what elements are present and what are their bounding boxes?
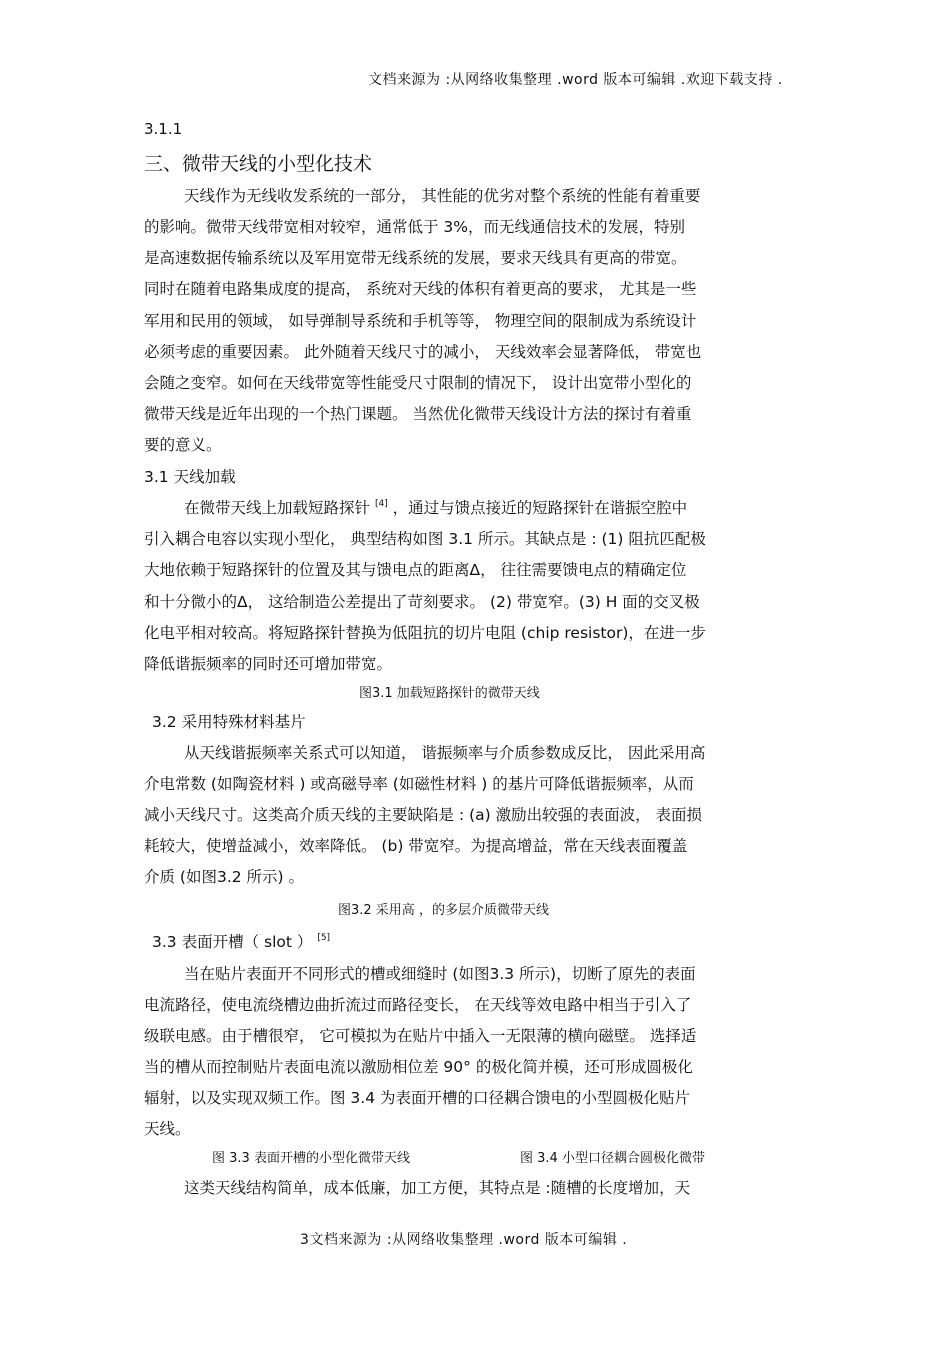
text-line: 要的意义。 xyxy=(144,436,222,454)
text-line: 介电常数 (如陶瓷材料 ) 或高磁导率 (如磁性材料 ) 的基片可降低谐振频率，从而 xyxy=(144,775,694,793)
text-line: 和十分微小的Δ， 这给制造公差提出了苛刻要求。 (2) 带宽窄。(3) H 面的交叉极 xyxy=(144,593,700,611)
section-heading-3-2: 3.2 采用特殊材料基片 xyxy=(152,713,306,731)
text-line: 辐射，以及实现双频工作。图 3.4 为表面开槽的口径耦合馈电的小型圆极化贴片 xyxy=(144,1089,691,1107)
text-line: 级联电感。由于槽很窄， 它可模拟为在贴片中插入一无限薄的横向磁壁。 选择适 xyxy=(144,1027,697,1045)
text-line: 介质 (如图3.2 所示) 。 xyxy=(144,868,305,886)
figure-caption-3-1: 图3.1 加载短路探针的微带天线 xyxy=(359,686,540,701)
figure-caption-3-3: 图 3.3 表面开槽的小型化微带天线 xyxy=(212,1151,410,1166)
text-line: 当的槽从而控制贴片表面电流以激励相位差 90° 的极化简并模，还可形成圆极化 xyxy=(144,1058,693,1076)
page-footer: 3文档来源为 :从网络收集整理 .word 版本可编辑 . xyxy=(300,1232,628,1248)
text-line: 的影响。微带天线带宽相对较窄，通常低于 3%，而无线通信技术的发展，特别 xyxy=(144,218,686,236)
section-heading-3-1: 3.1 天线加载 xyxy=(144,468,236,486)
text-line: 是高速数据传输系统以及军用宽带无线系统的发展，要求天线具有更高的带宽。 xyxy=(144,249,687,267)
text-line: 微带天线是近年出现的一个热门课题。 当然优化微带天线设计方法的探讨有着重 xyxy=(144,405,692,423)
text-line: 减小天线尺寸。这类高介质天线的主要缺陷是 : (a) 激励出较强的表面波， 表面损 xyxy=(144,806,703,824)
heading-text: 3.3 表面开槽（ slot ） xyxy=(152,933,313,951)
text-fragment: ，通过与馈点接近的短路探针在谐振空腔中 xyxy=(392,499,688,517)
section-number: 3.1.1 xyxy=(144,120,183,138)
text-line: 同时在随着电路集成度的提高， 系统对天线的体积有着更高的要求， 尤其是一些 xyxy=(144,280,697,298)
main-heading: 三、微带天线的小型化技术 xyxy=(144,153,373,175)
citation-ref[interactable]: [4] xyxy=(374,499,388,509)
text-fragment: 在微带天线上加载短路探针 xyxy=(184,499,371,517)
page-header: 文档来源为 :从网络收集整理 .word 版本可编辑 .欢迎下载支持 . xyxy=(368,72,783,88)
figure-caption-3-4: 图 3.4 小型口径耦合圆极化微带 xyxy=(520,1151,705,1166)
text-line: 电流路径，使电流绕槽边曲折流过而路径变长， 在天线等效电路中相当于引入了 xyxy=(144,996,692,1014)
text-line: 必须考虑的重要因素。 此外随着天线尺寸的减小， 天线效率会显著降低， 带宽也 xyxy=(144,343,702,361)
text-line: 天线作为无线收发系统的一部分， 其性能的优劣对整个系统的性能有着重要 xyxy=(184,187,701,205)
section-heading-3-3 xyxy=(152,930,330,952)
text-line: 这类天线结构简单，成本低廉，加工方便，其特点是 :随槽的长度增加，天 xyxy=(184,1179,691,1197)
text-line: 降低谐振频率的同时还可增加带宽。 xyxy=(144,655,393,673)
text-line: 化电平相对较高。将短路探针替换为低阻抗的切片电阻 (chip resistor)，在进一步 xyxy=(144,624,706,642)
text-line: 军用和民用的领域， 如导弹制导系统和手机等等， 物理空间的限制成为系统设计 xyxy=(144,312,697,330)
text-line: 引入耦合电容以实现小型化， 典型结构如图 3.1 所示。其缺点是 : (1) 阻抗匹配极 xyxy=(144,530,706,548)
text-line: 大地依赖于短路探针的位置及其与馈电点的距离Δ， 往往需要馈电点的精确定位 xyxy=(144,561,687,579)
text-line: 会随之变窄。如何在天线带宽等性能受尺寸限制的情况下， 设计出宽带小型化的 xyxy=(144,374,692,392)
text-line: 耗较大，使增益减小，效率降低。 (b) 带宽窄。为提高增益，常在天线表面覆盖 xyxy=(144,837,688,855)
text-line: 天线。 xyxy=(144,1120,191,1138)
text-line: 当在贴片表面开不同形式的槽或细缝时 (如图3.3 所示)，切断了原先的表面 xyxy=(184,965,696,983)
citation-ref[interactable]: [5] xyxy=(317,933,331,943)
figure-caption-3-2: 图3.2 采用高 ，的多层介质微带天线 xyxy=(338,903,549,918)
text-line: 从天线谐振频率关系式可以知道， 谐振频率与介质参数成反比， 因此采用高 xyxy=(184,744,706,762)
text-line xyxy=(184,496,687,518)
